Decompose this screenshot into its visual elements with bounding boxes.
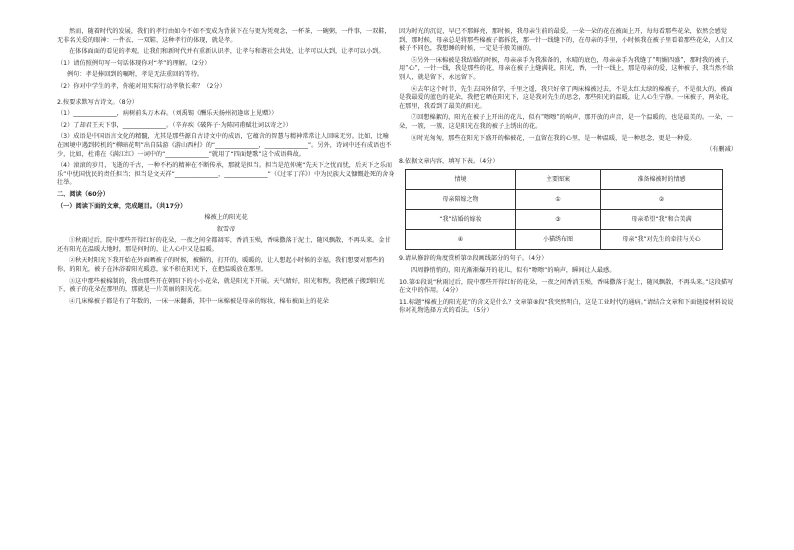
table-header: 准备棉被时的情感 — [601, 170, 723, 190]
table-cell: ④ — [406, 230, 516, 250]
question-11: 11.标题“棉被上的阳光花”的含义是什么？文章第⑧段“我突然明白，这是工业时代的通病。”请结合文章和下面链接材料说说你对礼物选择方式的看法。（5分） — [399, 298, 734, 315]
article-paragraph-1: ①秋雨过后，院中那些开得红好的花朵，一夜之间全都凋零，香消玉殒，香味撒落于泥土，随风飘散，不再头来。金甘还有阳光在温暖大地时，那是何时的，让人心中又是温暖。 — [57, 237, 391, 253]
table-row — [406, 230, 723, 250]
question-1-2: （2）你对中学生的孝，你能对用实际行动孝敬长辈？（2分） — [57, 82, 226, 90]
section-reading: 二、阅读（60分） — [57, 190, 109, 198]
article-paragraph-4-cont: 因为时光的沉淀，早已不那鲜亮，那时候，我母亲生前的最爱，一朵一朵的花在被面上开，每每看那些花朵，依然会感觉到，那时候，母亲总是将那些棉被子都拆洗，那一针一线缝下的，在母亲的手里，小时候我在被子里看着那些花朵，人们又被子不同色，我想睡的时候，一定是千般美丽的。 — [399, 28, 734, 53]
right-column — [399, 28, 737, 319]
article-paragraph-7: ⑦回想棉絮的，阳光在被子上开出的花儿，似有“嚓嚓”的响声，那开放的声音，是一个温暖的，也是最美的。一朵，一朵，一簇，一簇，这是阳光在我的被子上绣出的花。 — [399, 114, 733, 130]
question-1-example: 例句：孝是捧回到的嘱咐，孝是无法重回的等待。 — [67, 71, 204, 79]
article-author: 叙雪帝 — [216, 225, 236, 233]
table-cell: 母亲希望“我”和合美满 — [601, 210, 723, 230]
article-paragraph-3: ③这中那些被棉制的，我由那些开在朝阳下的小小花朵，就是阳光下开展。天气睛好，阳光和煦，我把被子搬到阳光下，被子的花朵在那里的，那就是一片美丽的阳光花。 — [57, 277, 385, 294]
table-cell: “我”结婚的嫁妆 — [406, 210, 516, 230]
answer-table — [405, 169, 723, 250]
left-column — [57, 28, 395, 309]
table-cell: ② — [601, 190, 723, 210]
article-paragraph-8: ⑧时光匆匆，那些在阳光下盛开的棉被花，一直留在我的心里，是一种温暖，是一种思念，更是一种爱。 — [411, 134, 696, 142]
intro-text-2: 在体体面面的看见的孝观，让我们和新时代并有重新认识孝，让孝与和谐社会共处，让孝可以大到，让孝可以小到。 — [69, 48, 385, 56]
question-8: 8.依据文章内容，填写下表。（4分） — [399, 157, 499, 165]
table-header: 情境 — [406, 170, 516, 190]
table-row — [406, 210, 723, 230]
table-cell: ③ — [516, 210, 601, 230]
question-2-2: （2）了却君王天下事，______________。（辛弃疾《破阵子·为陈同甫赋壮词以寄之》） — [57, 121, 292, 129]
table-header-row — [406, 170, 723, 190]
article-paragraph-5: ⑤另外一床棉被是我结婚的时候，母亲亲手为我准备的，水晴的底色，母亲亲手为我缝了“明媚四盛”，那时我的被子，用“心”，一针一线，我是那些的花，母亲在被子上缝满花，阳光，香，一针一线上，那是母亲的爱，这种被子，我当然不给别人，就是留下，永远留下。 — [399, 56, 734, 81]
question-9: 9.请从修辞的角度赏析第⑦段画线部分的句子。（4分） — [399, 255, 548, 263]
table-cell: 小猫绣布图 — [516, 230, 601, 250]
question-10: 10.第①段说“秋雨过后，院中那些开得红好的花朵，一夜之间香消玉殒，香味撒落于泥土，随风飘散，不再头来。”这段描写在文中的作用。（4分） — [399, 278, 734, 295]
intro-text: 然而，随着时代的发展，我们的孝行由如今不如不变成为背景下在与更为凭观念，一杯茶，一碗粥，一件事，一双鞋，无非名关爱的眼神：一件衣、一双鞋、这种孝行的体现，就是孝。 — [57, 28, 391, 44]
article-source: （有删减） — [706, 146, 737, 154]
article-paragraph-6: ⑥去年这个时节，先生去国外留学，千里之遥，我只好拿了两床棉被过去，不是太红太绿的棉被子，不是很大的，被面是我最爱的蓝色的花朵，我把它晒在阳光下，这是我对先生的思念，那些阳光的温暖，让人心生宁静。一床被子，两朵花，在那里，我看到了最美的阳光。 — [399, 85, 734, 110]
question-9-sentence: 四周静悄悄的，阳光渐渐爆开的花儿，似有“嚓嚓”的响声，瞬间让人最感。 — [411, 266, 616, 274]
article-paragraph-4: ④几床棉被子都是有了年数的，一床一床翻番，其中一床棉被是母亲的嫁妆，棉布被面上的花朵 — [69, 297, 329, 305]
table-cell: 母亲“我”对先生的牵挂与关心 — [601, 230, 723, 250]
question-2-4: （4）滚滚的岁月，飞逝的千古，一种不朽的精神在不断传承，那就是担当。担当是范仲淹“先天下之忧而忧，后天下之乐而乐”中忧国忧民的责任担当；担当是文天祥“______________，______________”（《过零丁洋》）中为民族大义慷慨赴死的舍身壮举。 — [57, 162, 395, 187]
question-1-1: （1）请仿照例句写一句话体现你对“孝”的理解。（2分） — [57, 59, 211, 67]
table-header: 主要图案 — [516, 170, 601, 190]
article-paragraph-2: ②秋天时阳光下我开始在外面晒被子的时候，被媚的，打开的，暖暖的，让人想起小时候的幸福，我们想要对那些的你，的阳光，被子在沐浴着阳光暖意，家不积在阳光下，在把温暖放在那里。 — [57, 257, 385, 274]
question-2-3: （3）成语是中国语言文化的精髓，尤其是那些源自古诗文中的成语，它蕴含的智慧与精神常常让人回味无穷。比如，比喻在困境中遇到转机的“柳暗花明”出自陆游《游山西村》的“______________，______________”。另外，诗词中还有成语也不少，比如，杜甫在《满江红》一词中的“______________”就用了“四面楚歌”这个成语典故。 — [57, 133, 392, 158]
question-2: 2.按要求默写古诗文。（8分） — [57, 98, 138, 106]
question-2-1: （1）______________，病树前头万木春。（刘禹锡《酬乐天扬州初逢席上见赠》） — [57, 110, 278, 118]
table-row — [406, 190, 723, 210]
table-cell: 母亲陪嫁之物 — [406, 190, 516, 210]
sub-section: （一）阅读下面的文章，完成题目。（共17分） — [57, 202, 187, 210]
article-title: 棉被上的阳光花 — [204, 214, 248, 222]
table-cell: ① — [516, 190, 601, 210]
